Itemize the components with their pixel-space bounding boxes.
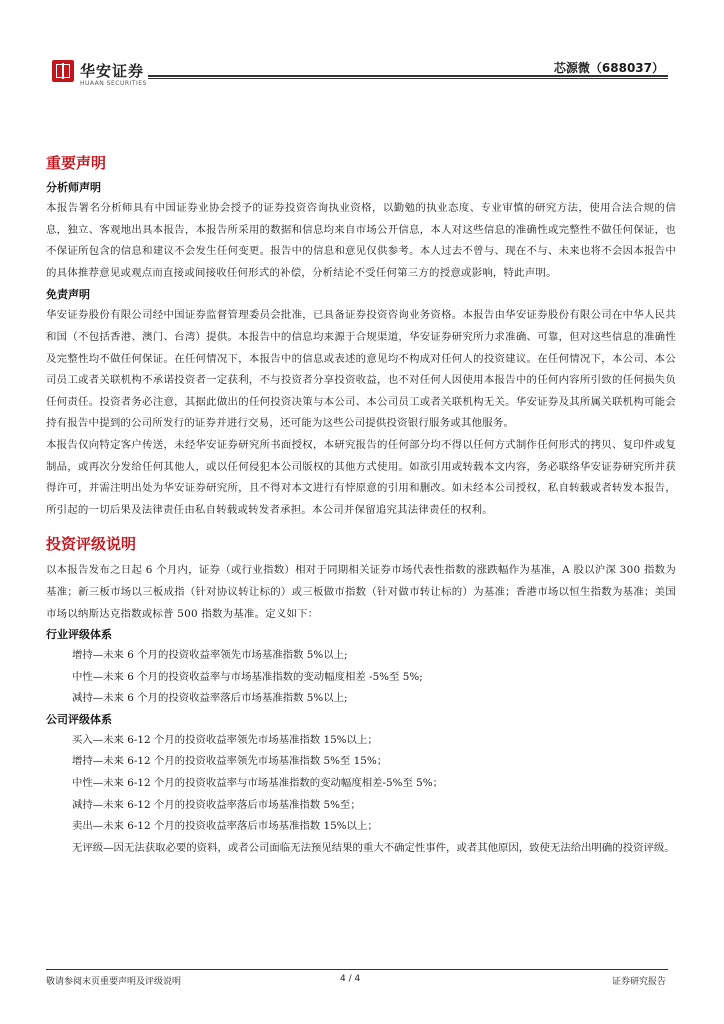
page-content bbox=[46, 152, 676, 859]
footer-note: 敬请参阅末页重要声明及评级说明 bbox=[46, 977, 182, 987]
copyright-text: 本报告仅向特定客户传送，未经华安证券研究所书面授权，本研究报告的任何部分均不得以任何方式制作任何形式的拷贝、复印件或复制品，或再次分发给任何其他人，或以任何侵犯本公司版权的其他方式使用。如欲引用或转载本文内容，务必联络华安证券研究所并获得许可，并需注明出处为华安证券研究所，且不得对本文进行有悖原意的引用和删改。如未经本公司授权，私自转载或者转发本报告，所引起的一切后果及法律责任由私自转载或转发者承担。本公司并保留追究其法律责任的权利。 bbox=[46, 438, 676, 516]
industry-rating-item: 减持—未来 6 个月的投资收益率落后市场基准指数 5%以上; bbox=[72, 692, 348, 705]
company-logo-icon bbox=[52, 60, 74, 82]
industry-rating-title: 行业评级体系 bbox=[46, 628, 112, 642]
company-rating-item: 买入—未来 6-12 个月的投资收益率领先市场基准指数 15%以上； bbox=[72, 733, 378, 746]
rating-intro-text: 以本报告发布之日起 6 个月内，证券（或行业指数）相对于同期相关证券市场代表性指数的涨跌幅作为基准，A 股以沪深 300 指数为基准；新三板市场以三板成指（针对协议转让标的）或三板做市指数（针对做市转让标的）为基准；香港市场以恒生指数为基准；美国市场以纳斯达克指数或标普 500 指数为基准。定义如下： bbox=[46, 564, 676, 620]
analyst-statement-title: 分析师声明 bbox=[46, 181, 101, 194]
disclaimer-text: 华安证券股份有限公司经中国证券监督管理委员会批准，已具备证券投资咨询业务资格。本报告由华安证券股份有限公司在中华人民共和国（不包括香港、澳门、台湾）提供。本报告中的信息均来源于合规渠道，华安证券研究所力求准确、可靠，但对这些信息的准确性及完整性均不做任何保证。在任何情况下，本报告中的信息或表述的意见均不构成对任何人的投资建议。在任何情况下，本公司、本公司员工或者关联机构不承诺投资者一定获利，不与投资者分享投资收益，也不对任何人因使用本报告中的任何内容所引致的任何损失负任何责任。投资者务必注意，其据此做出的任何投资决策与本公司、本公司员工或者关联机构无关。华安证券及其所属关联机构可能会持有报告中提到的公司所发行的证券并进行交易，还可能为这些公司提供投资银行服务或其他服务。 bbox=[46, 309, 676, 430]
company-rating-item: 减持—未来 6-12 个月的投资收益率落后市场基准指数 5%至； bbox=[72, 798, 361, 811]
company-rating-title: 公司评级体系 bbox=[46, 712, 112, 726]
footer-rule bbox=[46, 969, 668, 970]
company-rating-item: 中性—未来 6-12 个月的投资收益率与市场基准指数的变动幅度相差-5%至 5%； bbox=[72, 777, 444, 790]
no-rating-item: 无评级—因无法获取必要的资料，或者公司面临无法预见结果的重大不确定性事件，或者其他原因，致使无法给出明确的投资评级。 bbox=[72, 841, 675, 854]
brand-name: 华安证券 bbox=[80, 62, 145, 80]
footer-report-type: 证券研究报告 bbox=[611, 977, 666, 987]
disclaimer-title: 免责声明 bbox=[46, 288, 90, 302]
page-number: 4 / 4 bbox=[340, 974, 361, 984]
industry-rating-item: 中性—未来 6 个月的投资收益率与市场基准指数的变动幅度相差 -5%至 5%; bbox=[72, 670, 423, 683]
report-stock-title: 芯源微（688037） bbox=[553, 61, 664, 75]
important-statement-title: 重要声明 bbox=[46, 154, 107, 172]
header-rule-thin bbox=[148, 78, 668, 79]
analyst-statement-text: 本报告署名分析师具有中国证券业协会授予的证券投资咨询执业资格，以勤勉的执业态度、专业审慎的研究方法，使用合法合规的信息，独立、客观地出具本报告，本报告所采用的数据和信息均来自市场公开信息，本人对这些信息的准确性或完整性不做任何保证，也不保证所包含的信息和建议不会发生任何变更。报告中的信息和意见仅供参考。本人过去不曾与、现在不与、未来也将不会因本报告中的具体推荐意见或观点而直接或间接收任何形式的补偿，分析结论不受任何第三方的授意或影响，特此声明。 bbox=[46, 202, 676, 279]
rating-explanation-title: 投资评级说明 bbox=[46, 535, 137, 554]
industry-rating-item: 增持—未来 6 个月的投资收益率领先市场基准指数 5%以上; bbox=[72, 649, 348, 662]
company-rating-item: 卖出—未来 6-12 个月的投资收益率落后市场基准指数 15%以上； bbox=[72, 820, 378, 833]
brand-subtitle: HUAAN SECURITIES bbox=[80, 80, 147, 87]
company-rating-item: 增持—未来 6-12 个月的投资收益率领先市场基准指数 5%至 15%； bbox=[72, 755, 388, 768]
